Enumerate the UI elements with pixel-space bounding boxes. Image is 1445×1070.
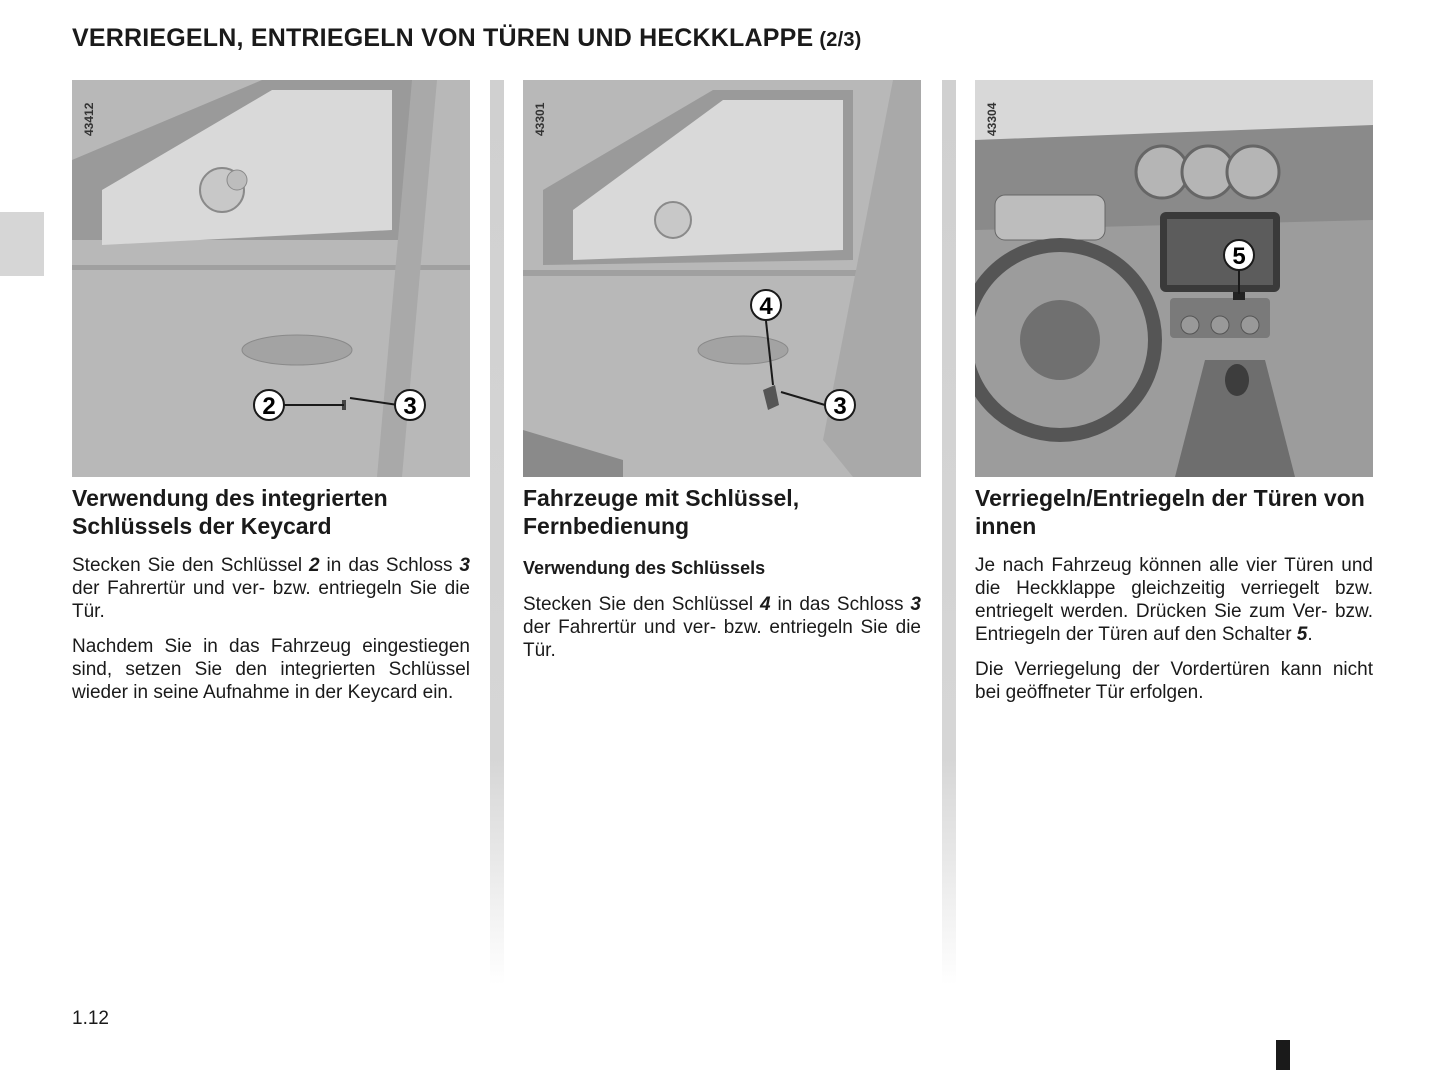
section-heading: Verwendung des integrierten Schlüssels der Keycard xyxy=(72,485,388,539)
callout-label: 3 xyxy=(833,393,847,420)
reference-number: 4 xyxy=(760,594,771,615)
page-number: 1.12 xyxy=(72,1008,109,1029)
figure-door-remote-key xyxy=(523,80,921,477)
page-title-suffix: (2/3) xyxy=(819,29,862,51)
paragraph: Nachdem Sie in das Fahrzeug eingestiegen sind, setzen Sie den integrierten Schlüssel wieder in seine Aufnahme in der Keycard ein. xyxy=(72,636,470,703)
figure-dashboard-interior xyxy=(975,80,1373,477)
end-of-section-mark xyxy=(1276,1040,1290,1070)
callout-5 xyxy=(1224,240,1254,270)
paragraph: Die Verriegelung der Vordertüren kann nicht bei geöffneter Tür erfolgen. xyxy=(975,659,1373,703)
text-run: in das Schloss xyxy=(319,555,460,576)
column-divider xyxy=(942,80,956,985)
chapter-tab xyxy=(0,212,44,276)
text-run: in das Schloss xyxy=(770,594,911,615)
callout-label: 4 xyxy=(759,293,773,320)
callout-3 xyxy=(395,390,425,420)
column-keycard xyxy=(72,484,470,716)
section-heading: Fahrzeuge mit Schlüssel, Fernbedienung xyxy=(523,485,800,539)
figure-code: 43304 xyxy=(985,102,999,136)
callouts xyxy=(523,80,921,477)
figure-door-keycard xyxy=(72,80,470,477)
callout-label: 3 xyxy=(403,393,417,420)
reference-number: 3 xyxy=(910,594,921,615)
reference-number: 2 xyxy=(309,555,320,576)
callouts xyxy=(975,80,1373,477)
page-title-text: VERRIEGELN, ENTRIEGELN VON TÜREN UND HECKKLAPPE xyxy=(72,24,814,52)
page-title xyxy=(72,24,862,53)
text-run: Je nach Fahrzeug können alle vier Türen und die Heckklappe gleichzeitig verriegelt bzw. entriegelt werden. Drücken Sie zum Ver- bzw. Entriegeln der Türen auf den Schalter xyxy=(975,555,1373,645)
callouts xyxy=(72,80,470,477)
section-subheading: Verwendung des Schlüssels xyxy=(523,558,766,578)
section-heading: Verriegeln/Entriegeln der Türen von innen xyxy=(975,485,1365,539)
text-run: . xyxy=(1307,624,1313,645)
column-interior-lock xyxy=(975,484,1373,716)
figure-code: 43412 xyxy=(82,102,96,136)
paragraph xyxy=(523,593,921,662)
text-run: Stecken Sie den Schlüssel xyxy=(523,594,761,615)
reference-number: 5 xyxy=(1296,624,1308,645)
reference-number: 3 xyxy=(459,555,470,576)
column-divider xyxy=(490,80,504,985)
text-run: der Fahrertür und ver- bzw. entriegeln Sie die Tür. xyxy=(523,617,921,661)
callout-label: 5 xyxy=(1232,243,1246,270)
callout-label: 2 xyxy=(262,393,276,420)
column-remote-key xyxy=(523,484,921,674)
callout-4 xyxy=(751,290,781,320)
text-run: Stecken Sie den Schlüssel xyxy=(72,555,310,576)
paragraph xyxy=(72,554,470,623)
paragraph xyxy=(975,554,1373,646)
figure-code: 43301 xyxy=(533,102,547,136)
text-run: der Fahrertür und ver- bzw. entriegeln Sie die Tür. xyxy=(72,578,470,622)
callout-2 xyxy=(254,390,284,420)
callout-3 xyxy=(825,390,855,420)
